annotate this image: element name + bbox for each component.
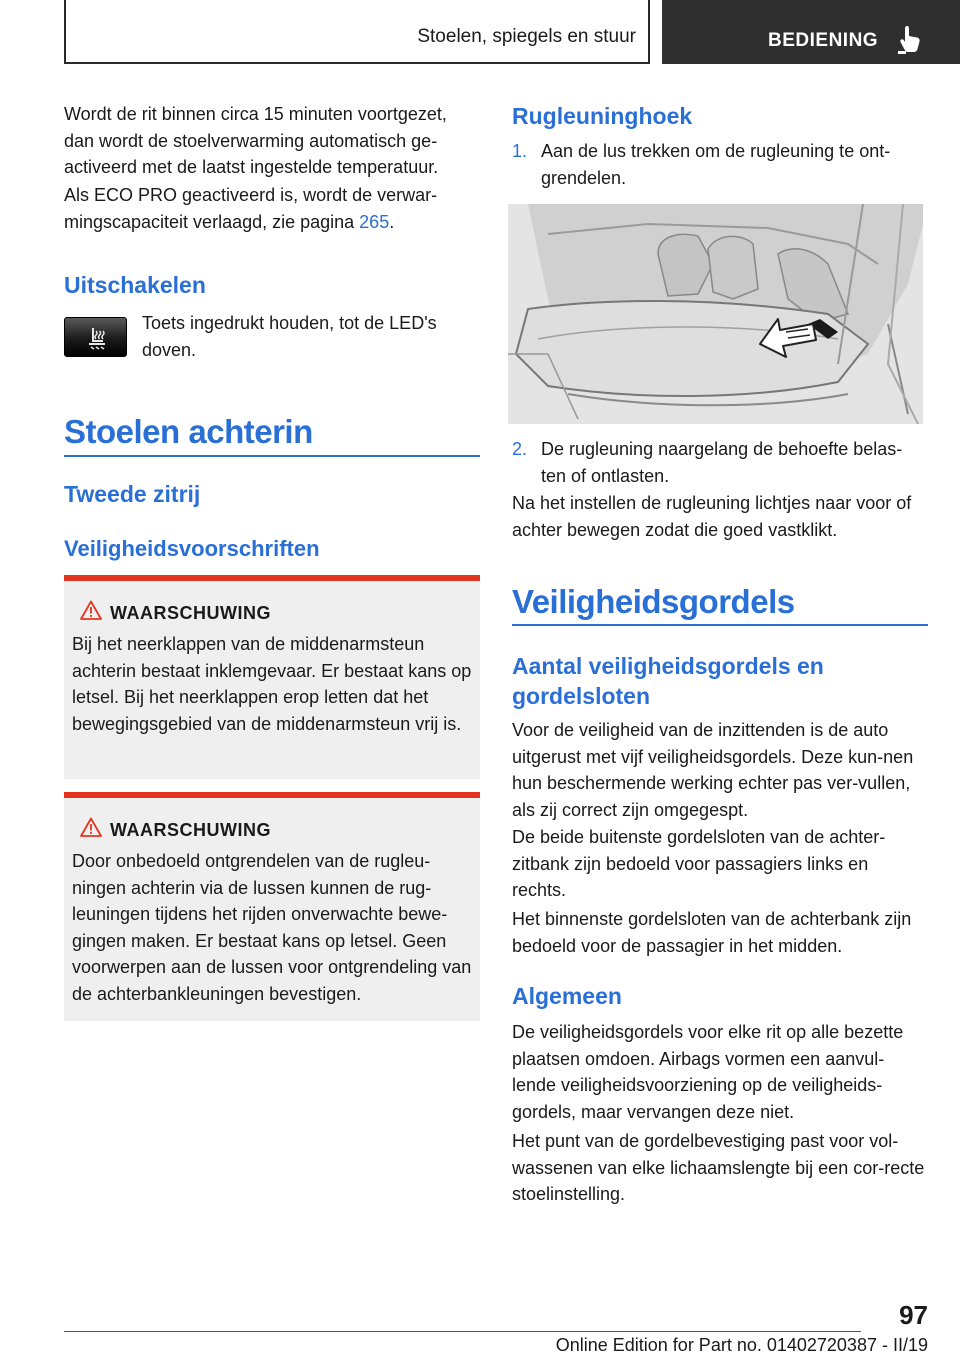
seat-heater-button [64,317,127,357]
warning-title: WAARSCHUWING [110,603,271,623]
footer-edition: Online Edition for Part no. 01402720387 - II/19 [555,1335,928,1355]
warning-box-2 [64,792,480,1021]
section-title: Stoelen, spiegels en stuur [417,26,636,47]
paragraph-gordels-2: De beide buitenste gordelsloten van de achter-zitbank zijn bedoeld voor passagiers links en rechts. [512,827,886,900]
warning-triangle-icon [80,600,102,620]
heading-rule [512,624,928,626]
heading-tweede-zitrij: Tweede zitrij [64,481,201,507]
warning-text: Door onbedoeld ontgrendelen van de rugleu-ningen achterin via de lussen kunnen de rug-leuningen tijdens het rijden onverwachte bewe-gingen maken. Er bestaat kans op letsel. Geen voorwerpen aan de lussen voor ontgrendeling van de achterbankleuningen bevestigen. [72,851,472,1004]
heading-veiligheidsgordels: Veiligheidsgordels [512,583,795,620]
chapter-tab[interactable] [662,0,960,64]
warning-title: WAARSCHUWING [110,820,271,840]
paragraph-gordels-1: Voor de veiligheid van de inzittenden is de auto uitgerust met vijf veiligheidsgordels. Deze kun-nen hun beschermende werking echter pas ver-vullen, als zij correct zijn omgegespt. [512,720,914,820]
paragraph-uitschakelen: Toets ingedrukt houden, tot de LED's doven. [142,313,437,360]
page-number: 97 [899,1300,928,1330]
heading-veiligheidsvoorschriften-text: Veiligheidsvoorschriften [64,536,320,561]
warning-box-1 [64,575,480,779]
warning-text: Bij het neerklappen van de middenarmsteun achterin bestaat inklemgevaar. Er bestaat kans op letsel. Bij het neerklappen erop letten dat het bewegingsgebied van de middenarmsteun vrij is. [72,634,472,734]
paragraph-eco-pro [64,182,480,235]
hand-pointer-icon [896,24,924,54]
header-divider-right [648,0,650,64]
heading-algemeen: Algemeen [512,983,622,1009]
paragraph-after-adjust: Na het instellen de rugleuning lichtjes naar voor of achter bewegen zodat die goed vastklikt. [512,493,912,540]
heading-veiligheidsvoorschriften [64,536,320,562]
eco-pro-period: . [389,211,395,232]
step-number: 2. [512,439,528,459]
heading-uitschakelen: Uitschakelen [64,272,206,298]
step-2-text: De rugleuning naargelang de behoefte belas-ten of ontlasten. [541,439,903,486]
heading-aantal-gordels: Aantal veiligheidsgordels en gordelsloten [512,653,824,709]
warning-bar [64,575,480,581]
paragraph-reactivation: Wordt de rit binnen circa 15 minuten voortgezet, dan wordt de stoelverwarming automatisch ge-activeerd met de laatst ingestelde temperatuur. [64,104,447,177]
seat-heater-icon [86,326,108,350]
eco-pro-text: Als ECO PRO geactiveerd is, wordt de verwar-mingscapaciteit verlaagd, zie pagina [64,185,438,232]
heading-stoelen-achterin: Stoelen achterin [64,413,313,450]
rear-seat-drawing [508,204,923,424]
warning-triangle-icon [80,817,102,837]
chapter-label: BEDIENING [768,30,879,51]
paragraph-algemeen-2: Het punt van de gordelbevestiging past voor vol-wassenen van elke lichaamslengte bij een cor-recte stoelinstelling. [512,1131,925,1204]
page-link-265[interactable]: 265 [359,211,390,232]
heading-rule [64,455,480,457]
heading-rugleuninghoek: Rugleuninghoek [512,103,693,129]
rear-seat-illustration [508,204,923,424]
paragraph-algemeen-1: De veiligheidsgordels voor elke rit op alle bezette plaatsen omdoen. Airbags vormen een aanvul-lende veiligheidsvoorziening op de veiligheids-gordels, maar vervangen deze niet. [512,1022,904,1122]
step-1-text: Aan de lus trekken om de rugleuning te ont-grendelen. [541,141,891,188]
paragraph-gordels-3: Het binnenste gordelsloten van de achterbank zijn bedoeld voor de passagier in het midden. [512,909,912,956]
step-number: 1. [512,141,528,161]
warning-bar [64,792,480,798]
header-divider-bottom [64,62,650,64]
footer-rule [64,1331,861,1332]
